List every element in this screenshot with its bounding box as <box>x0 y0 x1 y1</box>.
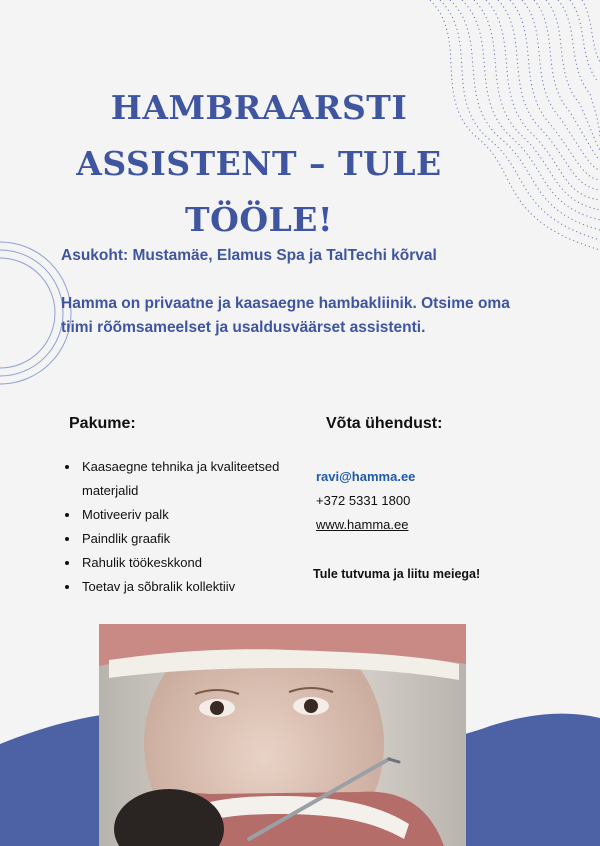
contact-heading: Võta ühendust: <box>326 415 443 432</box>
offer-item: • Toetav ja sõbralik kollektiiv <box>80 575 310 599</box>
contact-block <box>316 465 415 537</box>
offer-item: • Motiveeriv palk <box>80 503 310 527</box>
location-text: Asukoht: Mustamäe, Elamus Spa ja TalTechi kõrval <box>61 247 437 264</box>
dental-photo-illustration <box>99 624 466 846</box>
intro-paragraph: Hamma on privaatne ja kaasaegne hambakliinik. Otsime oma tiimi rõõmsameelset ja usaldusväärset assistenti. <box>61 295 510 336</box>
offer-list <box>58 455 310 599</box>
website-link[interactable]: www.hamma.ee <box>316 517 409 532</box>
title-line-1: HAMBRAARSTI <box>110 88 408 127</box>
dental-photo <box>99 624 466 846</box>
offer-heading: Pakume: <box>69 415 136 432</box>
page-title <box>0 80 518 248</box>
title-line-3: TÖÖLE! <box>185 200 333 239</box>
offer-item: • Rahulik töökeskkond <box>80 551 310 575</box>
call-to-action: Tule tutvuma ja liitu meiega! <box>313 567 481 581</box>
email-link[interactable]: ravi@hamma.ee <box>316 469 416 484</box>
title-line-2: ASSISTENT – TULE <box>76 144 442 183</box>
phone-number: +372 5331 1800 <box>316 493 411 508</box>
offer-item: • Kaasaegne tehnika ja kvaliteetsed materjalid <box>80 455 310 503</box>
offer-item: • Paindlik graafik <box>80 527 310 551</box>
